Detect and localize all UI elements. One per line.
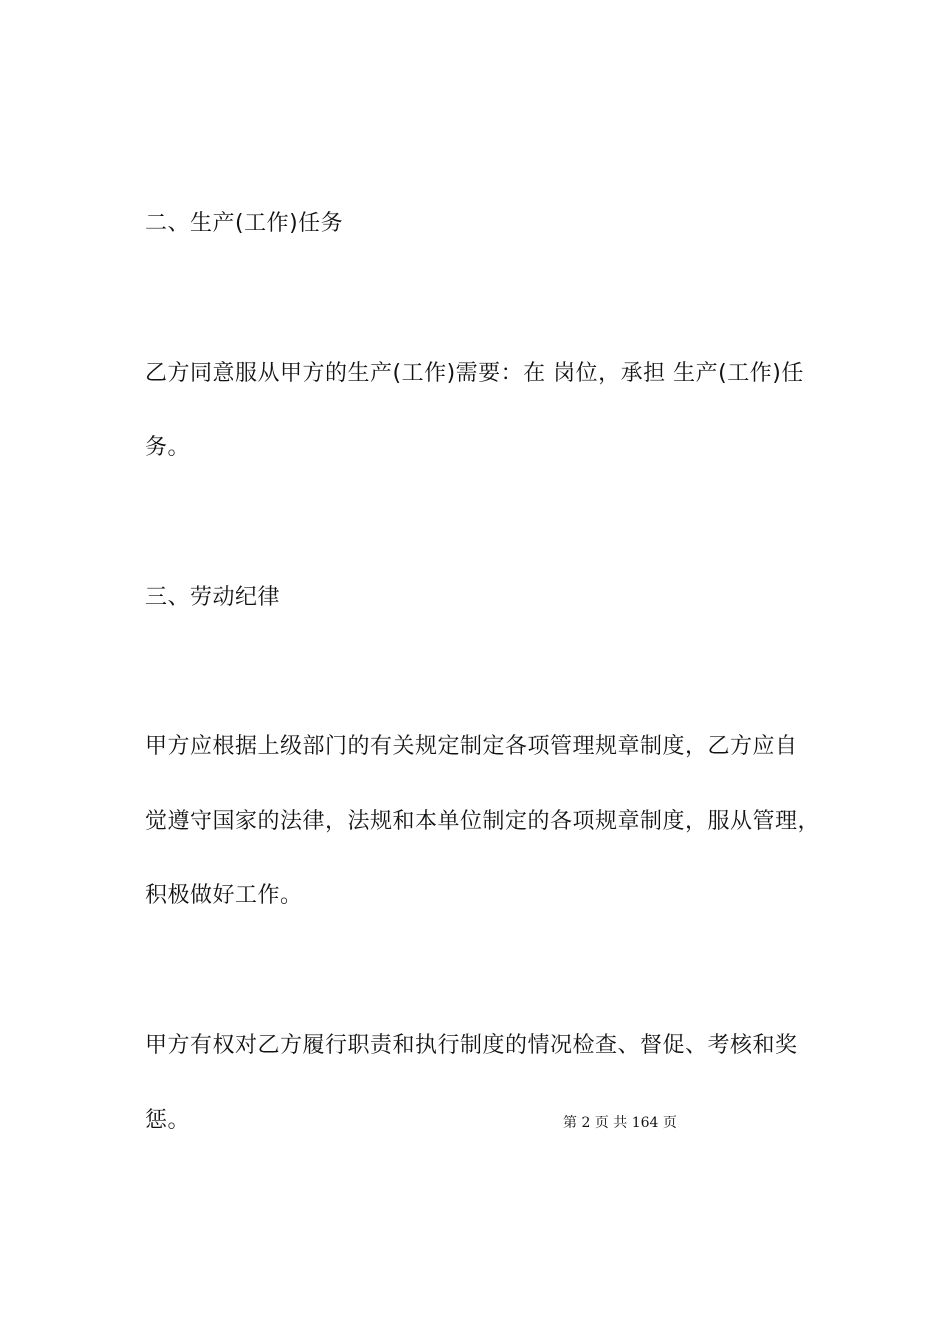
paragraph-line: 觉遵守国家的法律，法规和本单位制定的各项规章制度，服从管理， bbox=[145, 809, 821, 834]
paragraph-line: 务。 bbox=[145, 435, 191, 460]
section-heading-production-tasks: 二、生产(工作)任务 bbox=[145, 211, 344, 236]
section-heading-labor-discipline: 三、劳动纪律 bbox=[145, 585, 281, 610]
paragraph-line: 甲方有权对乙方履行职责和执行制度的情况检查、督促、考核和奖 bbox=[145, 1033, 798, 1058]
paragraph-line: 积极做好工作。 bbox=[145, 883, 303, 908]
paragraph-line: 甲方应根据上级部门的有关规定制定各项管理规章制度，乙方应自 bbox=[145, 734, 798, 759]
paragraph-line: 惩。 bbox=[145, 1108, 191, 1133]
paragraph-line: 乙方同意服从甲方的生产(工作)需要：在 岗位，承担 生产(工作)任 bbox=[145, 361, 804, 386]
page-number-footer: 第 2 页 共 164 页 bbox=[563, 1115, 677, 1131]
